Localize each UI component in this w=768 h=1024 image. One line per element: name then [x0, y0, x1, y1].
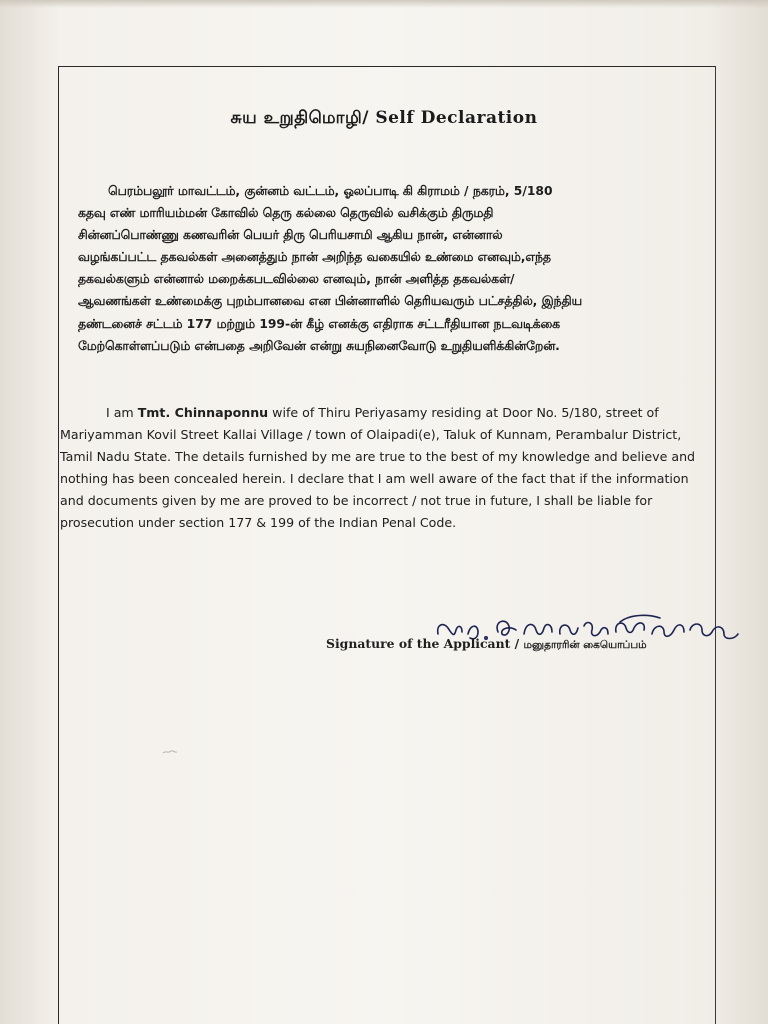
english-line	[60, 402, 705, 424]
signature-label-ta: மனுதாரரின் கையொப்பம்	[523, 639, 647, 651]
applicant-name: Tmt. Chinnaponnu	[137, 405, 269, 420]
english-line: prosecution under section 177 & 199 of the Indian Penal Code.	[60, 515, 457, 530]
english-line: Tamil Nadu State. The details furnished by me are true to the best of my knowledge and believe and	[60, 449, 696, 464]
signature-label	[326, 636, 647, 652]
signature-label-en: Signature of the Applicant /	[326, 636, 524, 651]
english-line: Mariyamman Kovil Street Kallai Village / town of Olaipadi(e), Taluk of Kunnam, Perambalur District,	[60, 427, 682, 442]
english-line: nothing has been concealed herein. I declare that I am well aware of the fact that if the information	[60, 471, 689, 486]
tamil-line: ஆவணங்கள் உண்மைக்கு புறம்பானவை என பின்னாளில் தெரியவரும் பட்சத்தில், இந்திய	[78, 294, 583, 309]
tamil-line: பெரம்பலூர் மாவட்டம், குன்னம் வட்டம், ஓலப்பாடி கி கிராமம் / நகரம், 5/180	[108, 184, 553, 198]
tamil-line: கதவு எண் மாரியம்மன் கோவில் தெரு கல்லை தெருவில் வசிக்கும் திருமதி	[78, 206, 494, 221]
tamil-declaration	[78, 180, 708, 357]
tamil-line: தண்டனைச் சட்டம் 177 மற்றும் 199-ன் கீழ் எனக்கு எதிராக சட்டரீதியான நடவடிக்கை	[78, 316, 561, 331]
scan-speck	[162, 748, 178, 756]
english-declaration	[60, 402, 705, 534]
tamil-line: வழங்கப்பட்ட தகவல்கள் அனைத்தும் நான் அறிந்த வகையில் உண்மை எனவும்,எந்த	[78, 250, 551, 265]
english-line: and documents given by me are proved to be incorrect / not true in future, I shall be liable for	[60, 493, 653, 508]
english-line-suffix: wife of Thiru Periyasamy residing at Door No. 5/180, street of	[268, 405, 659, 420]
english-line-prefix: I am	[106, 405, 138, 420]
tamil-line: தகவல்களும் என்னால் மறைக்கபடவில்லை எனவும், நான் அளித்த தகவல்கள்/	[78, 272, 515, 287]
scan-edge	[0, 0, 768, 8]
tamil-line: மேற்கொள்ளப்படும் என்பதை அறிவேன் என்று சுயநினைவோடு உறுதியளிக்கின்றேன்.	[78, 338, 560, 353]
document-title: சுய உறுதிமொழி/ Self Declaration	[230, 108, 538, 128]
tamil-line: சின்னப்பொண்ணு கணவரின் பெயர் திரு பெரியசாமி ஆகிய நான், என்னால்	[78, 228, 503, 243]
